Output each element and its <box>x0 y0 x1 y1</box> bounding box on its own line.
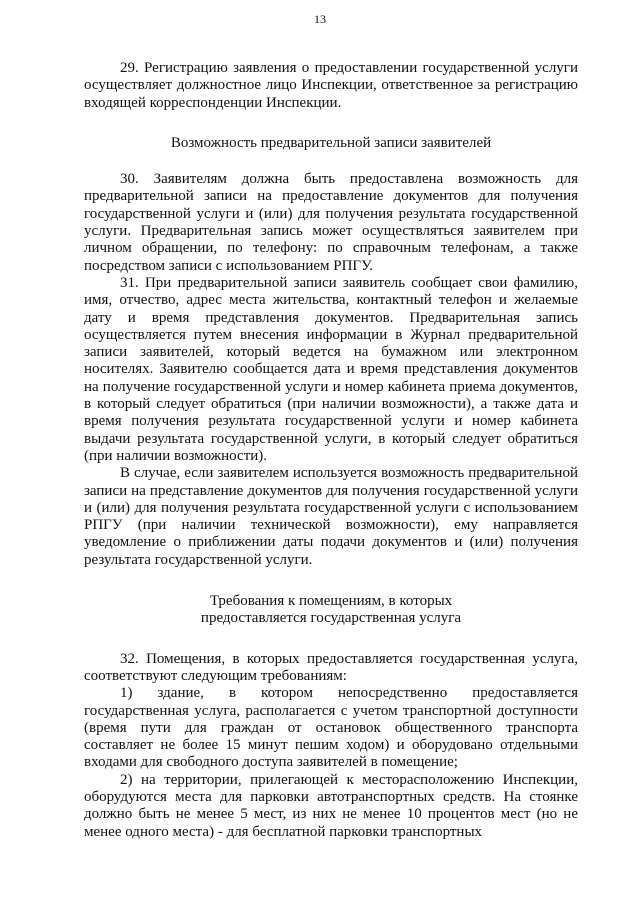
paragraph-31: 31. При предварительной записи заявитель сообщает свои фамилию, имя, отчество, адрес места жительства, контактный телефон и желаемые дату и время представления документов. Предварительная запись осуществляется путем внесения информации в Журнал предварительной записи заявителей, который ведется на бумажном или электронном носителях. Заявителю сообщается дата и время представления документов на получение государственной услуги и номер кабинета приема документов, в который следует обратиться (при наличии возможности), а также дата и время получения результата государственной услуги и номер кабинета выдачи результата государственной услуги, в который следует обратиться (при наличии возможности). <box>84 274 578 464</box>
paragraph-32: 32. Помещения, в которых предоставляется государственная услуга, соответствуют следующим требованиям: <box>84 650 578 684</box>
list-item-1: 1) здание, в котором непосредственно предоставляется государственная услуга, располагается с учетом транспортной доступности (время пути для граждан от остановок общественного транспорта составляет не более 15 минут пешим ходом) и оборудовано отдельными входами для свободного доступа заявителей в помещение; <box>84 685 578 771</box>
section-heading-premises-line1: Требования к помещениям, в которых <box>209 593 453 610</box>
paragraph-rpgu-notification: В случае, если заявителем используется возможность предварительной записи на представление документов для получения государственной услуги и (или) для получения результата государственной услуги с использованием РПГУ (при наличии технической возможности), ему направляется уведомление о приближении даты подачи документов и (или) получения результата государственной услуги. <box>84 465 578 568</box>
list-item-2: 2) на территории, прилегающей к месторасположению Инспекции, оборудуются места для парковки автотранспортных средств. На стоянке должно быть не менее 5 мест, из них не менее 10 процентов мест (но не менее одного места) - для бесплатной парковки транспортных <box>84 771 578 840</box>
section-heading-preliminary-registration: Возможность предварительной записи заявителей <box>170 134 492 151</box>
section-heading-premises-line2: предоставляется государственная услуга <box>200 610 462 627</box>
page-number: 13 <box>314 12 326 26</box>
paragraph-30: 30. Заявителям должна быть предоставлена возможность для предварительной записи на предоставление документов для получения государственной услуги и (или) для получения результата государственной услуги. Предварительная запись может осуществляться заявителем при личном обращении, по телефону: по справочным телефонам, а также посредством записи с использованием РПГУ. <box>84 171 578 274</box>
paragraph-29: 29. Регистрацию заявления о предоставлении государственной услуги осуществляет должностное лицо Инспекции, ответственное за регистрацию входящей корреспонденции Инспекции. <box>84 60 578 111</box>
document-body <box>84 60 578 841</box>
